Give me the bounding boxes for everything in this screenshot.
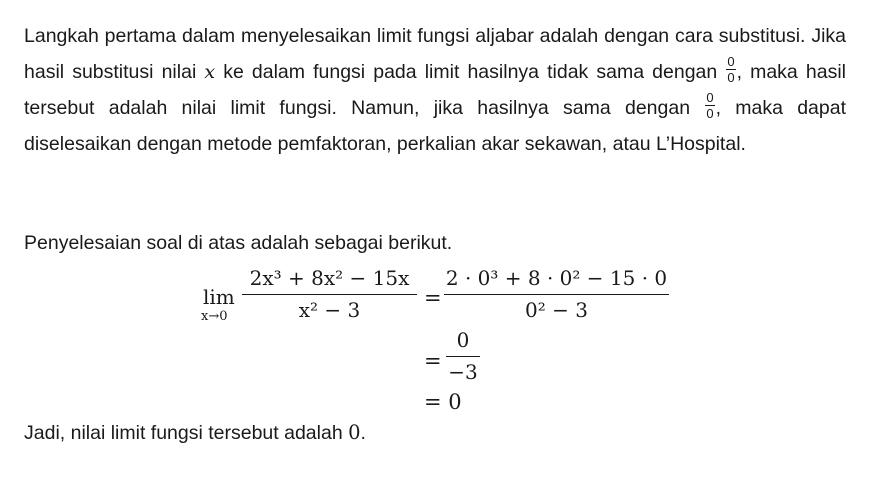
original-denominator: x² − 3 [298,298,361,323]
conclusion-period: . [360,422,366,444]
result-numerator: 0 [456,328,470,352]
intro-text-3: , maka hasil tersebut adalah nilai limit fungsi. Namun, jika hasilnya sama dengan [24,61,846,119]
conclusion-value: 0 [348,421,361,444]
original-numerator: 2x³ + 8x² − 15x [249,266,410,290]
result-denominator: −3 [448,360,478,385]
lim-operator: lim [203,285,235,309]
fraction-numerator: 0 [727,54,735,70]
equals-sign-2: = [424,349,442,373]
substituted-fraction [444,266,669,322]
lim-subscript: x→0 [201,309,228,324]
equals-sign-1: = [424,286,442,310]
zero-over-zero-fraction [726,55,735,84]
final-result: = 0 [424,390,462,414]
fraction-denominator: 0 [706,106,714,122]
intro-text-1: Langkah pertama dalam menyelesaikan limit fungsi aljabar adalah dengan cara substitusi. Jika hasil substitusi nilai [24,25,846,83]
substituted-numerator: 2 · 0³ + 8 · 0² − 15 · 0 [445,266,668,290]
intro-text-4: , maka dapat diselesaikan dengan metode pemfaktoran, perkalian akar sekawan, atau L’Hospital. [24,97,847,155]
fraction-denominator: 0 [727,70,735,86]
original-fraction [242,266,417,322]
solution-intro: Penyelesaian soal di atas adalah sebagai berikut. [24,232,453,254]
variable-x: x [204,61,216,83]
conclusion-text: Jadi, nilai limit fungsi tersebut adalah [24,422,349,444]
document [24,18,847,444]
zero-over-zero-fraction-2 [705,91,714,120]
result-fraction [446,328,480,384]
substituted-denominator: 0² − 3 [525,298,588,323]
intro-paragraph [24,18,846,162]
conclusion-sentence [24,421,366,445]
intro-text-2: ke dalam fungsi pada limit hasilnya tidak sama dengan [215,61,726,83]
fraction-numerator: 0 [706,90,714,106]
